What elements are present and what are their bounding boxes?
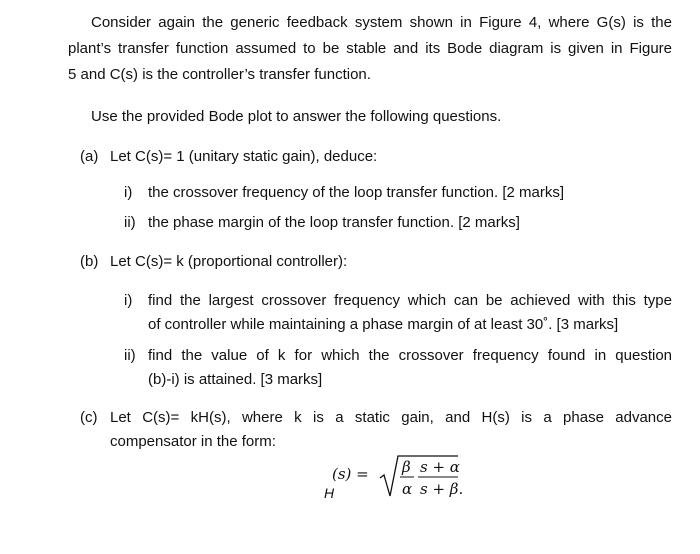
formula-lhs-arg: (s) = (332, 465, 369, 483)
part-a-text: Let C(s)= 1 (unitary static gain), deduce: (110, 148, 378, 165)
part-b-item-1-label: i) (124, 292, 133, 309)
phase-advance-formula (318, 446, 478, 516)
part-a-item-1-label: i) (124, 184, 133, 201)
instruction-text: Use the provided Bode plot to answer the following questions. (91, 108, 502, 125)
part-b-item-2-label: ii) (124, 347, 136, 364)
formula-svg (318, 446, 478, 516)
fraction-denominator: s + β. (420, 480, 464, 498)
formula-lhs-var: H (324, 485, 335, 501)
sqrt-numerator: β (402, 458, 411, 476)
intro-line-1: Consider again the generic feedback system shown in Figure 4, where G(s) is the (91, 14, 672, 31)
part-c-label: (c) (80, 409, 98, 426)
part-a-label: (a) (80, 148, 99, 165)
intro-line-2: plant’s transfer function assumed to be stable and its Bode diagram is given in Figure (68, 40, 672, 57)
part-b-item-2-line-2: (b)-i) is attained. [3 marks] (148, 371, 323, 388)
intro-line-3: 5 and C(s) is the controller’s transfer function. (68, 66, 371, 83)
part-a-item-1-text: the crossover frequency of the loop transfer function. [2 marks] (148, 184, 565, 201)
part-b-text: Let C(s)= k (proportional controller): (110, 253, 348, 270)
sqrt-denominator: α (402, 480, 413, 498)
part-b-item-2-line-1: find the value of k for which the crossover frequency found in question (148, 347, 672, 364)
part-b-label: (b) (80, 253, 99, 270)
part-c-line-1: Let C(s)= kH(s), where k is a static gain, and H(s) is a phase advance (110, 409, 672, 426)
part-b-item-1-line-2: of controller while maintaining a phase margin of at least 30˚. [3 marks] (148, 316, 619, 333)
fraction-numerator: s + α (420, 458, 460, 476)
part-b-item-1-line-1: find the largest crossover frequency which can be achieved with this type (148, 292, 672, 309)
part-a-item-2-label: ii) (124, 214, 136, 231)
part-a-item-2-text: the phase margin of the loop transfer function. [2 marks] (148, 214, 520, 231)
part-c-line-2: compensator in the form: (110, 433, 276, 450)
